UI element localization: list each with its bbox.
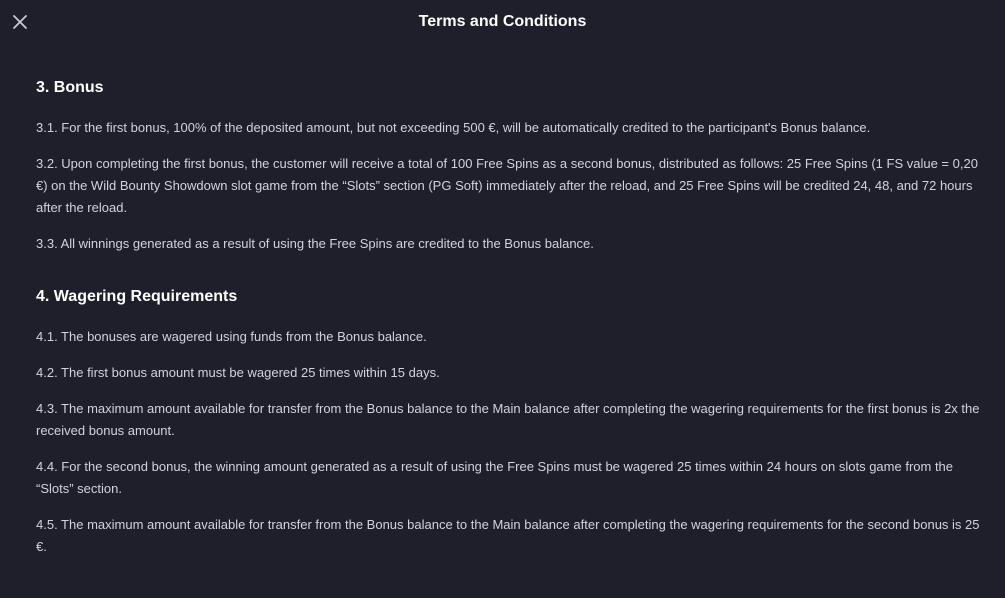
section-heading: 3. Bonus xyxy=(36,79,104,96)
terms-item: 3.2. Upon completing the first bonus, the customer will receive a total of 100 Free Spins as a second bonus, distributed as follows: 25 Free Spins (1 FS value = 0,20 €) on the Wild Bounty Showdown slot game from the “Slots” section (PG Soft) immediately after the reload, and 25 Free Spins will be credited 24, 48, and 72 hours after the reload. xyxy=(36,156,978,215)
terms-item: 4.4. For the second bonus, the winning amount generated as a result of using the Free Spins must be wagered 25 times within 24 hours on slots game from the “Slots” section. xyxy=(36,459,954,496)
terms-item: 4.5. The maximum amount available for transfer from the Bonus balance to the Main balance after completing the wagering requirements for the second bonus is 25 €. xyxy=(36,517,980,554)
terms-item: 4.3. The maximum amount available for transfer from the Bonus balance to the Main balance after completing the wagering requirements for the first bonus is 2x the received bonus amount. xyxy=(36,401,980,438)
modal-title: Terms and Conditions xyxy=(418,13,587,30)
terms-item: 4.1. The bonuses are wagered using funds from the Bonus balance. xyxy=(36,329,427,344)
terms-content xyxy=(36,78,981,558)
terms-item: 3.3. All winnings generated as a result of using the Free Spins are credited to the Bonus balance. xyxy=(36,236,594,251)
terms-item: 4.2. The first bonus amount must be wagered 25 times within 15 days. xyxy=(36,365,440,380)
section-wagering-requirements xyxy=(36,287,981,558)
section-heading: 4. Wagering Requirements xyxy=(36,288,238,305)
section-bonus xyxy=(36,78,981,255)
terms-item: 3.1. For the first bonus, 100% of the deposited amount, but not exceeding 500 €, will be automatically credited to the participant's Bonus balance. xyxy=(36,120,871,135)
